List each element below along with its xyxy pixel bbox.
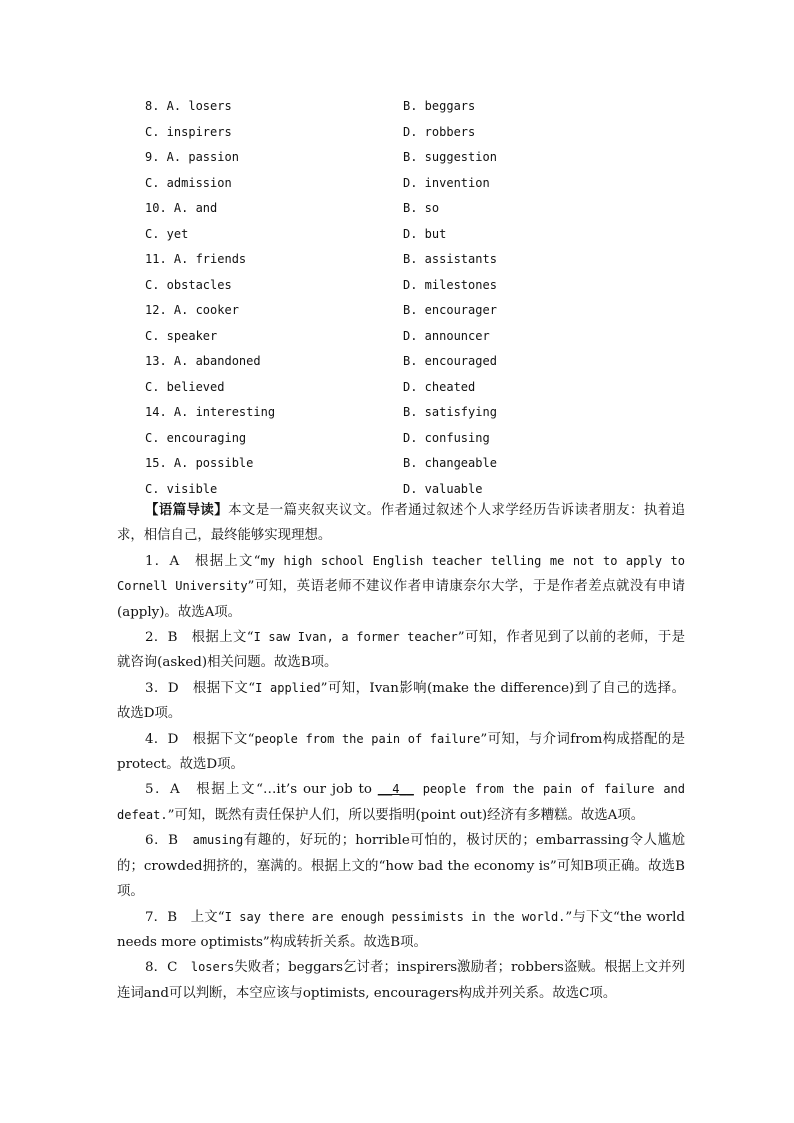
option-row — [145, 247, 705, 273]
answer-lead: 8．C — [145, 960, 191, 976]
option-left: C. obstacles — [145, 277, 232, 292]
option-right: B. beggars — [403, 99, 476, 113]
option-row — [145, 120, 705, 146]
option-left: 14. A. interesting — [145, 405, 276, 419]
option-left: C. speaker — [145, 328, 218, 343]
answer-lead: 1．A 根据上文“ — [145, 553, 261, 569]
answer-explanation — [117, 625, 685, 676]
option-left: C. admission — [145, 175, 232, 190]
answer-quote: I say there are enough pessimists in the world. — [224, 909, 566, 924]
answer-explanation — [117, 549, 685, 625]
guide-text: 本文是一篇夹叙夹议文。作者通过叙述个人求学经历告诉读者朋友：执着追求，相信自己，最终能够实现理想。 — [117, 503, 686, 544]
answer-lead: 2．B 根据上文“ — [145, 630, 254, 646]
options-list — [145, 94, 705, 502]
option-row — [145, 145, 705, 171]
answer-blank: __4__ — [377, 782, 414, 797]
answer-rest: ”可知，既然有责任保护人们，所以要指明(point out)经济有多糟糕。故选A项。 — [167, 807, 645, 823]
option-row — [145, 400, 705, 426]
option-row — [145, 94, 705, 120]
option-right: D. but — [403, 226, 447, 241]
answer-explanation — [117, 777, 685, 828]
answer-rest: 有趣的，好玩的；horrible可怕的，极讨厌的；embarrassing令人尴尬的；crowded拥挤的，塞满的。根据上文的“how bad the economy is”可知B项正确。故选B项。 — [117, 833, 685, 900]
answer-lead: 3．D 根据下文“ — [145, 680, 256, 696]
answer-rest: ”可知，英语老师不建议作者申请康奈尔大学，于是作者差点就没有申请(apply)。故选A项。 — [117, 579, 685, 620]
option-left: 10. A. and — [145, 201, 218, 215]
option-right: B. encouraged — [403, 354, 497, 368]
option-row — [145, 171, 705, 197]
option-right: D. cheated — [403, 379, 476, 394]
option-right: B. assistants — [403, 252, 497, 266]
answer-explanation — [117, 905, 685, 956]
answer-lead: 6．B — [145, 833, 193, 849]
option-row — [145, 451, 705, 477]
guide-tag: 【语篇导读】 — [145, 502, 229, 518]
option-right: D. milestones — [403, 277, 497, 292]
reading-guide — [117, 498, 685, 549]
answer-rest: ”可知，作者见到了以前的老师，于是就咨询(asked)相关问题。故选B项。 — [117, 630, 685, 671]
answer-quote: amusing — [192, 833, 244, 848]
answer-rest: 失败者；beggars乞讨者；inspirers激励者；robbers盗贼。根据上文并列连词and可以判断，本空应该与optimists, encouragers构成并列关系。故选C项。 — [117, 960, 685, 1001]
option-left: C. visible — [145, 481, 218, 496]
option-left: C. encouraging — [145, 430, 247, 445]
answer-rest: ”与下文“the world needs more optimists”构成转折关系。故选B项。 — [117, 909, 685, 950]
option-row — [145, 426, 705, 452]
option-left: 13. A. abandoned — [145, 354, 261, 368]
option-row — [145, 349, 705, 375]
answer-lead: 7．B 上文“ — [145, 909, 225, 925]
option-row — [145, 324, 705, 350]
answer-lead: 5．A 根据上文“…it’s our job to — [145, 782, 378, 798]
option-left: C. yet — [145, 226, 189, 241]
option-right: B. so — [403, 201, 440, 215]
option-row — [145, 375, 705, 401]
answer-quote: my high school English teacher telling me not to apply to Cornell University — [117, 553, 685, 594]
option-left: 12. A. cooker — [145, 303, 239, 317]
answer-quote: losers — [190, 960, 235, 975]
option-left: 8. A. losers — [145, 99, 232, 113]
answer-explanation — [117, 955, 685, 1006]
option-right: B. encourager — [403, 303, 497, 317]
analysis-section — [117, 498, 685, 1006]
option-left: 9. A. passion — [145, 150, 239, 164]
option-left: 15. A. possible — [145, 456, 254, 470]
option-right: D. confusing — [403, 430, 490, 445]
answer-rest: ”可知，与介词from构成搭配的是protect。故选D项。 — [117, 731, 685, 773]
option-row — [145, 273, 705, 299]
option-right: D. invention — [403, 175, 490, 190]
answer-quote: people from the pain of failure — [254, 731, 481, 746]
option-right: D. announcer — [403, 328, 490, 343]
answer-explanation — [117, 828, 685, 904]
answer-quote: I saw Ivan, a former teacher — [253, 630, 458, 645]
option-row — [145, 196, 705, 222]
answer-explanation — [117, 676, 685, 727]
answer-quote: people from the pain of failure and defeat. — [117, 782, 685, 822]
option-right: B. satisfying — [403, 405, 497, 419]
option-left: C. inspirers — [145, 124, 232, 139]
option-right: B. suggestion — [403, 150, 497, 164]
answer-rest: ”可知，Ivan影响(make the difference)到了自己的选择。故选D项。 — [117, 680, 685, 722]
answer-explanation — [117, 727, 685, 778]
answer-quote: I applied — [255, 680, 321, 695]
option-right: D. valuable — [403, 481, 483, 496]
option-row — [145, 298, 705, 324]
answer-lead: 4．D 根据下文“ — [145, 731, 255, 747]
option-row — [145, 222, 705, 248]
option-right: B. changeable — [403, 456, 497, 470]
option-right: D. robbers — [403, 124, 476, 139]
option-left: 11. A. friends — [145, 252, 247, 266]
option-left: C. believed — [145, 379, 225, 394]
